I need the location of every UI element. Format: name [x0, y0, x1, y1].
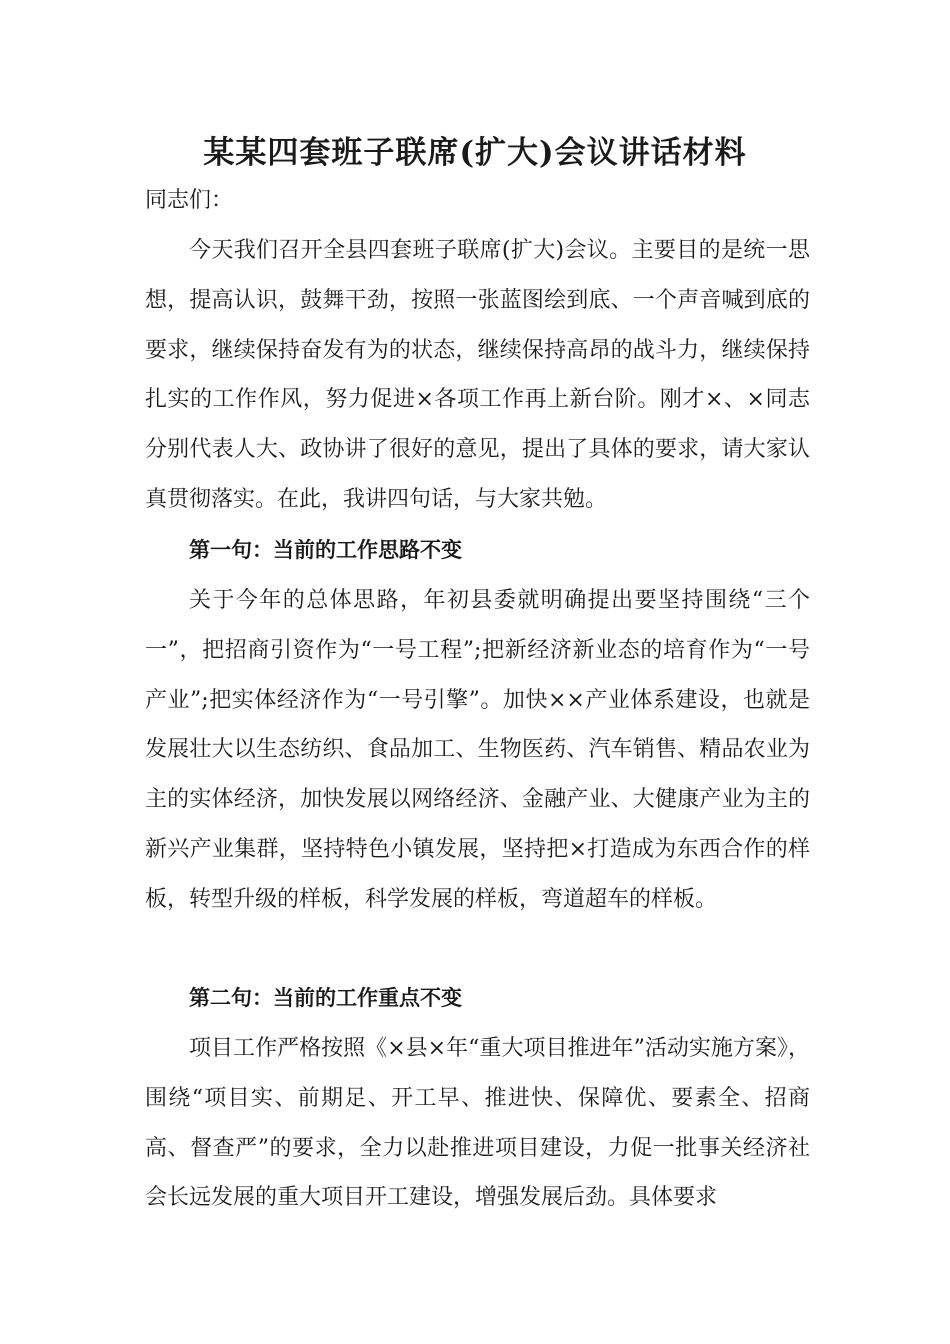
paragraph-section-2: 项目工作严格按照《×县×年“重大项目推进年”活动实施方案》，围绕“项目实、前期足、开工早、推进快、保障优、要素全、招商高、督查严”的要求，全力以赴推进项目建设，力促一批事关经济社会长远发展的重大项目开工建设，增强发展后劲。具体要求 — [145, 1036, 810, 1211]
section-heading-2: 第二句：当前的工作重点不变 — [189, 986, 462, 1010]
salutation: 同志们： — [145, 188, 234, 213]
section-heading-1: 第一句：当前的工作思路不变 — [189, 538, 462, 562]
paragraph-section-1: 关于今年的总体思路，年初县委就明确提出要坚持围绕“三个一”，把招商引资作为“一号工程”;把新经济新业态的培育作为“一号产业”;把实体经济作为“一号引擎”。加快××产业体系建设，也就是发展壮大以生态纺织、食品加工、生物医药、汽车销售、精品农业为主的实体经济，加快发展以网络经济、金融产业、大健康产业为主的新兴产业集群，坚持特色小镇发展，坚持把×打造成为东西合作的样板，转型升级的样板，科学发展的样板，弯道超车的样板。 — [145, 588, 810, 912]
paragraph-intro: 今天我们召开全县四套班子联席(扩大)会议。主要目的是统一思想，提高认识，鼓舞干劲，按照一张蓝图绘到底、一个声音喊到底的要求，继续保持奋发有为的状态，继续保持高昂的战斗力，继续保持扎实的工作作风，努力促进×各项工作再上新台阶。刚才×、×同志分别代表人大、政协讲了很好的意见，提出了具体的要求，请大家认真贯彻落实。在此，我讲四句话，与大家共勉。 — [145, 238, 810, 512]
document-title: 某某四套班子联席(扩大)会议讲话材料 — [203, 135, 747, 171]
